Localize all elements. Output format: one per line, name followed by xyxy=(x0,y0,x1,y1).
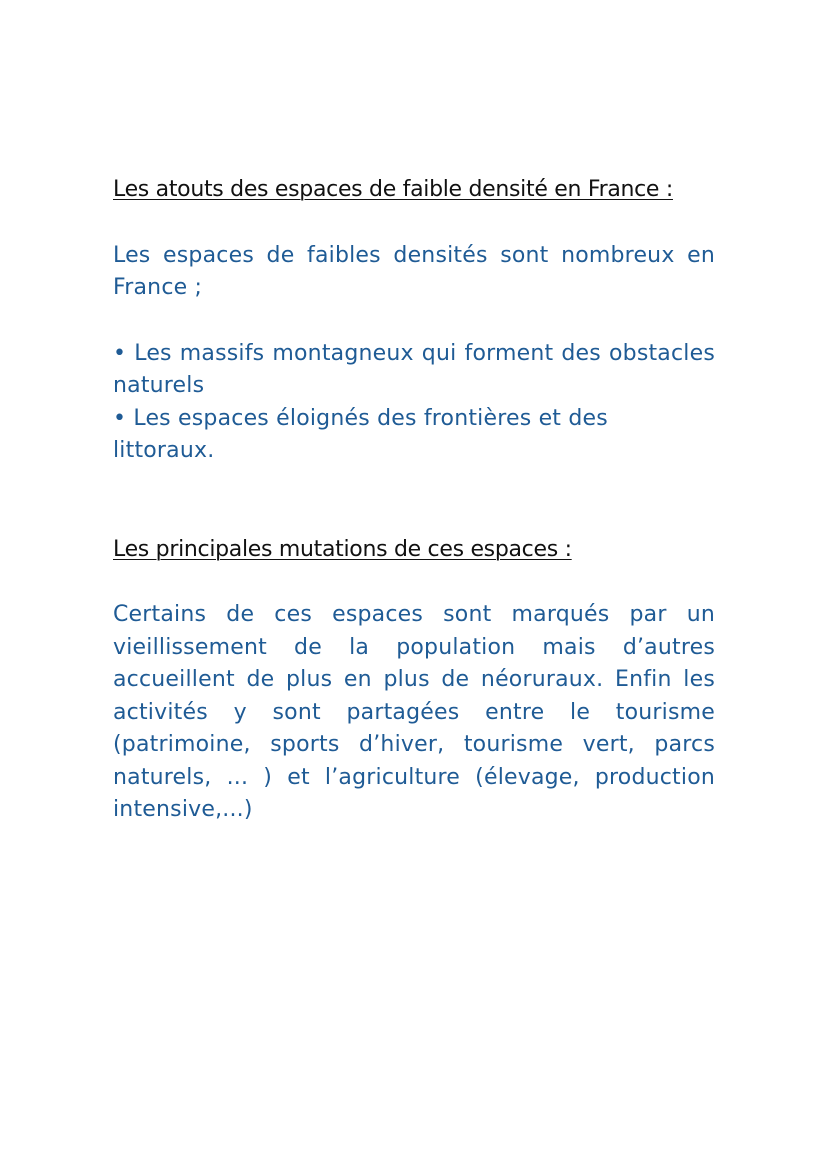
intro-paragraph: Les espaces de faibles densités sont nombreux en France ; xyxy=(113,242,715,300)
bullet-item-massifs: • Les massifs montagneux qui forment des obstacles naturels xyxy=(113,340,715,398)
spacer xyxy=(113,468,715,534)
bullet-item-espaces-eloignes: • Les espaces éloignés des frontières et des littoraux. xyxy=(113,405,608,463)
section-heading-atouts: Les atouts des espaces de faible densité en France : xyxy=(113,177,673,202)
spacer xyxy=(113,566,715,599)
section-heading-mutations: Les principales mutations de ces espaces : xyxy=(113,536,572,562)
mutations-paragraph: Certains de ces espaces sont marqués par un vieillissement de la population mais d’autres accueillent de plus en plus de néoruraux. Enfin les activités y sont partagées entre le tourisme (patrimoine, sports d’hiver, tourisme vert, parcs naturels, ... ) et l’agriculture (élevage, production intensive,...) xyxy=(113,602,715,822)
spacer xyxy=(113,305,715,338)
spacer xyxy=(113,207,715,240)
document-page xyxy=(113,174,715,827)
bullet-list xyxy=(113,338,715,468)
